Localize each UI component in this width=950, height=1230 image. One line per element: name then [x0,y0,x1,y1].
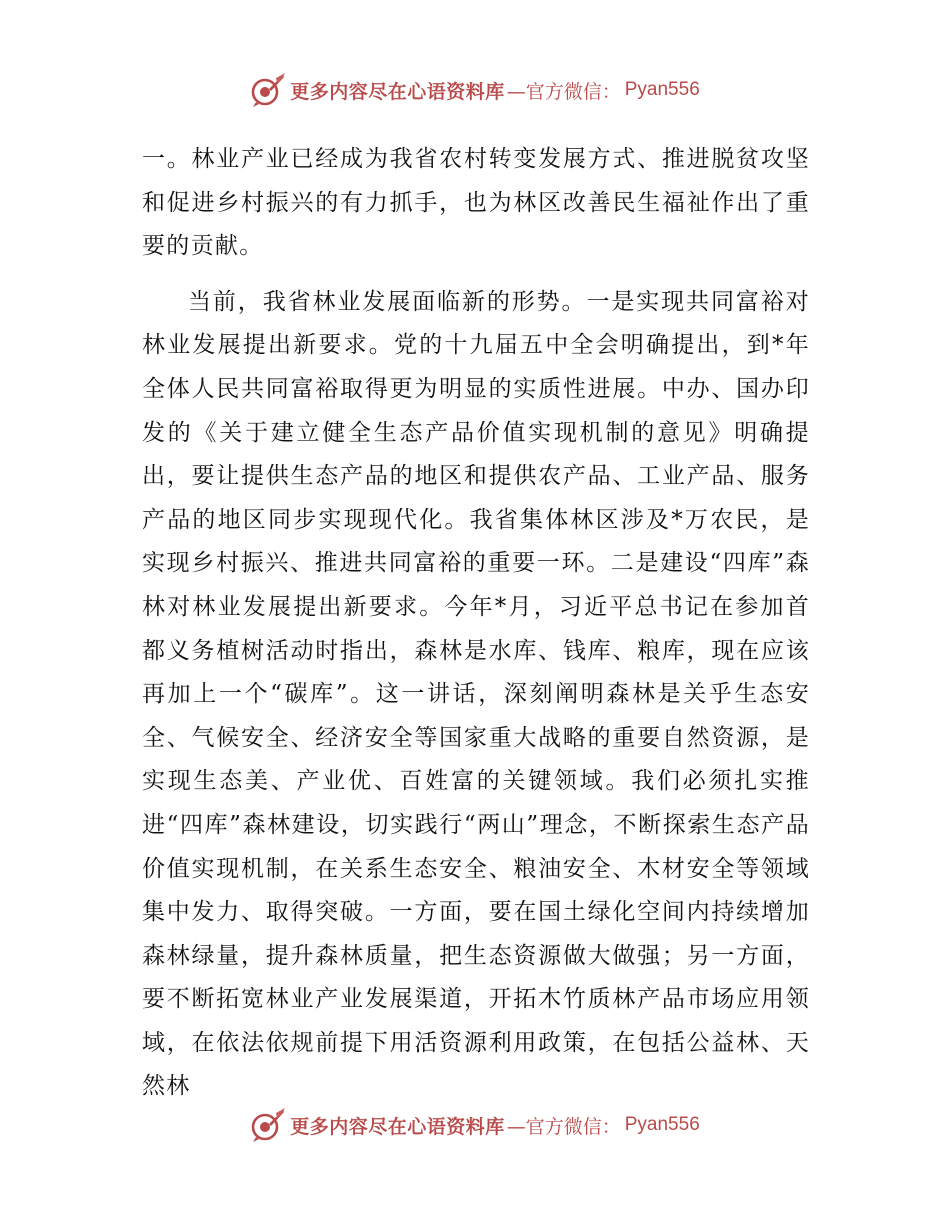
banner-separator-text: —官方微信： [506,80,621,103]
document-body [142,138,810,1109]
banner-separator-text: —官方微信： [506,1115,621,1138]
paragraph-2: 当前，我省林业发展面临新的形势。一是实现共同富裕对林业发展提出新要求。党的十九届五中全会明确提出，到*年全体人民共同富裕取得更为明显的实质性进展。中办、国办印发的《关于建立健全生态产品价值实现机制的意见》明确提出，要让提供生态产品的地区和提供农产品、工业产品、服务产品的地区同步实现现代化。我省集体林区涉及*万农民，是实现乡村振兴、推进共同富裕的重要一环。二是建设“四库”森林对林业发展提出新要求。今年*月，习近平总书记在参加首都义务植树活动时指出，森林是水库、钱库、粮库，现在应该再加上一个“碳库”。这一讲话，深刻阐明森林是关乎生态安全、气候安全、经济安全等国家重大战略的重要自然资源，是实现生态美、产业优、百姓富的关键领域。我们必须扎实推进“四库”森林建设，切实践行“两山”理念，不断探索生态产品价值实现机制，在关系生态安全、粮油安全、木材安全等领域集中发力、取得突破。一方面，要在国土绿化空间内持续增加森林绿量，提升森林质量，把生态资源做大做强；另一方面，要不断拓宽林业产业发展渠道，开拓木竹质林产品市场应用领域，在依法依规前提下用活资源利用政策，在包括公益林、天然林 [142,288,810,1100]
quill-logo-icon [250,1107,286,1143]
banner-promo-text: 更多内容尽在心语资料库 [290,1115,505,1138]
banner-promo-text: 更多内容尽在心语资料库 [290,80,505,103]
quill-logo-icon [250,72,286,108]
header-banner [0,68,950,112]
banner-wechat-id: Pyan556 [624,1114,700,1135]
paragraph-1: 一。林业产业已经成为我省农村转变发展方式、推进脱贫攻坚和促进乡村振兴的有力抓手，也为林区改善民生福祉作出了重要的贡献。 [142,146,810,260]
footer-banner [0,1103,950,1147]
banner-wechat-id: Pyan556 [624,79,700,100]
